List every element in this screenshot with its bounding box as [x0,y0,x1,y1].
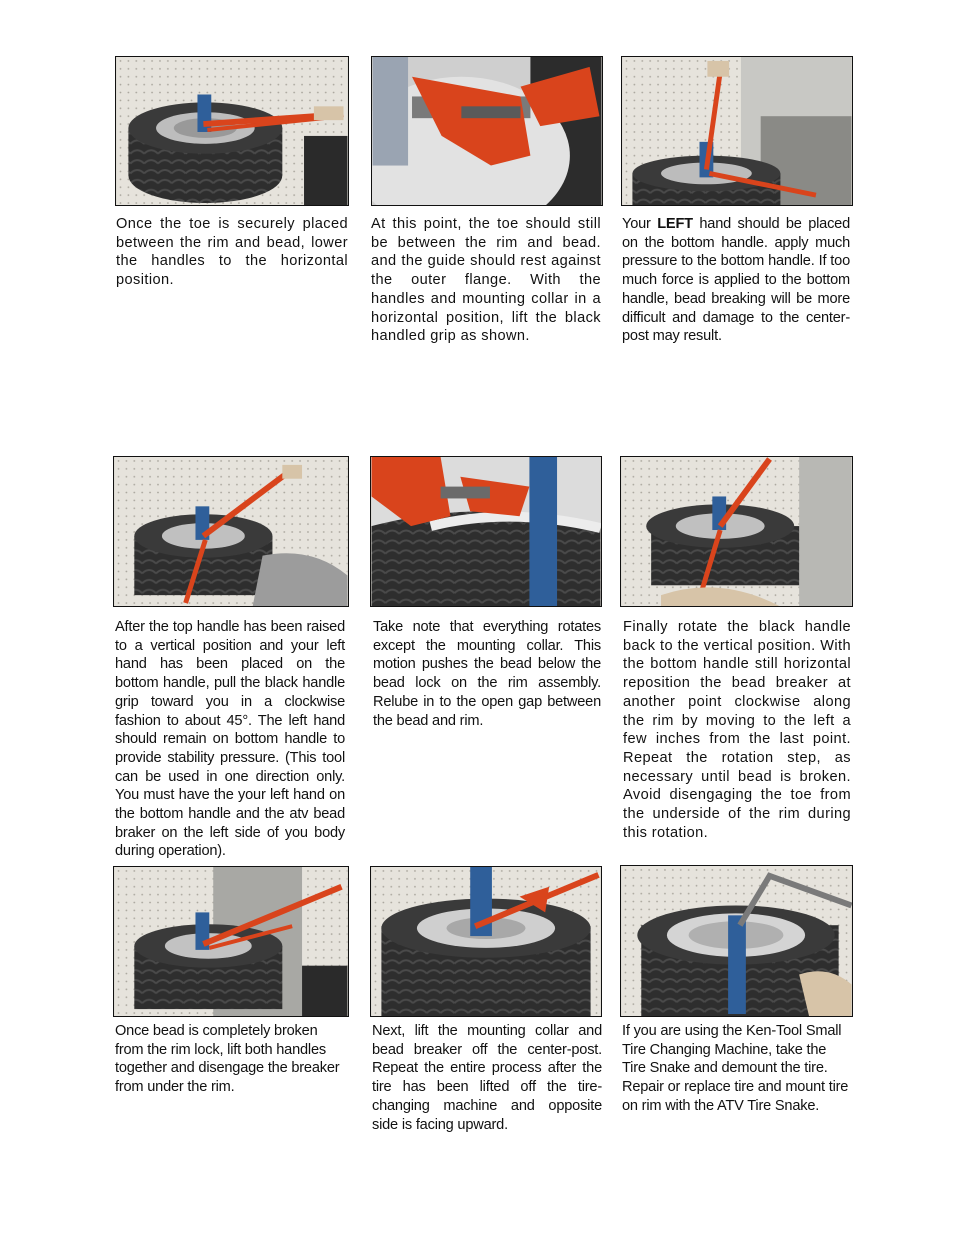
step-5-photo [370,456,602,607]
bead-breaker-closeup-photo-icon [372,57,602,205]
bead-breaker-closeup-photo-icon [371,457,601,606]
step-2-caption: At this point, the toe should still be between the rim and bead. and the guide should rest against the outer flange. With the handles and mounting collar in a horizontal position, lift the black handled grip as shown. [371,216,601,345]
step-6-photo [620,456,853,607]
step-5-caption: Take note that everything rotates except the mounting collar. This motion pushes the bead below the bead lock on the rim assembly. Relube in to the open gap between the bead and rim. [373,619,601,729]
step-4-photo [113,456,349,607]
step-7-caption: Once bead is completely broken from the rim lock, lift both handles together and disengage the breaker from under the rim. [115,1023,340,1096]
tire-bead-breaker-photo-icon [114,867,348,1016]
tire-snake-photo-icon [621,866,852,1016]
step-1-caption: Once the toe is securely placed between the rim and bead, lower the handles to the horizontal position. [116,216,348,289]
step-8-photo [370,866,602,1017]
step-9-photo [620,865,853,1017]
step-6-caption: Finally rotate the black handle back to the vertical position. With the bottom handle still horizontal reposition the bead breaker at another point clockwise along the rim by moving to the left a few inches from the last point. Repeat the rotation step, as necessary until bead is broken. Avoid disengaging the toe from the underside of the rim during this rotation. [623,619,851,841]
tire-bead-breaker-photo-icon [371,867,601,1016]
step-2-photo [371,56,603,206]
step-8-caption: Next, lift the mounting collar and bead breaker off the center-post. Repeat the entire process after the tire has been lifted off the tire-changing machine and opposite side is facing upward. [372,1023,602,1133]
step-4-caption: After the top handle has been raised to a vertical position and your left hand has been placed on the bottom handle, pull the black handle grip toward you in a clockwise fashion to about 45°. The left hand should remain on bottom handle to provide stability pressure. (This tool can be used in one direction only. You must have the your left hand on the bottom handle and the atv bead braker on the left side of you body during operation). [115,619,345,860]
tire-bead-breaker-photo-icon [114,457,348,606]
tire-bead-breaker-photo-icon [116,57,348,205]
step-9-caption: If you are using the Ken-Tool Small Tire Changing Machine, take the Tire Snake and demount the tire. Repair or replace tire and mount tire on rim with the ATV Tire Snake. [622,1023,849,1114]
tire-bead-breaker-photo-icon [622,57,852,205]
step-1-photo [115,56,349,206]
step-7-photo [113,866,349,1017]
step-3-photo [621,56,853,206]
step-3-caption: Your LEFT hand should be placed on the bottom handle. apply much pressure to the bottom handle. If too much force is applied to the bottom handle, bead breaking will be more difficult and damage to the center-post may result. [622,216,851,345]
tire-bead-breaker-photo-icon [621,457,852,606]
